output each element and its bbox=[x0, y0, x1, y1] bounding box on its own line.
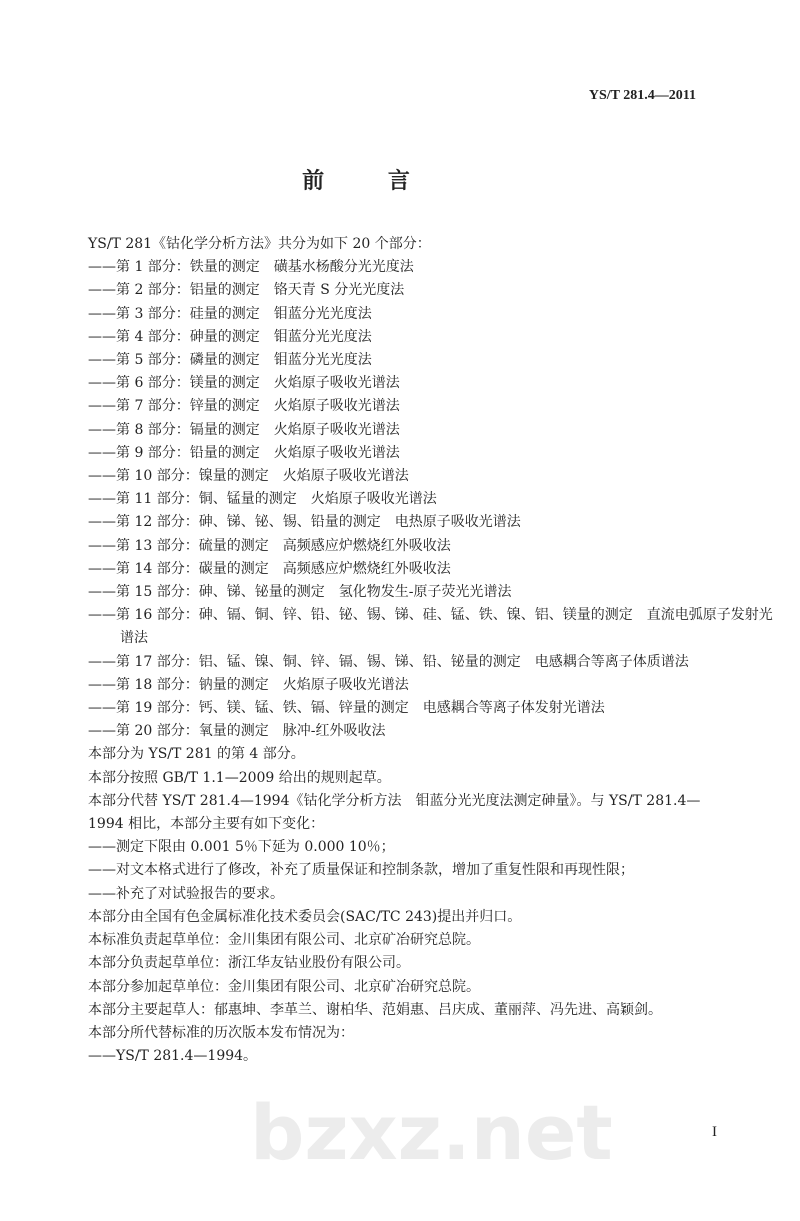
intro-line: YS/T 281《钴化学分析方法》共分为如下 20 个部分： bbox=[88, 236, 431, 252]
paragraph-line: ——对文本格式进行了修改，补充了质量保证和控制条款，增加了重复性限和再现性限； bbox=[88, 862, 634, 879]
paragraph-line: 本部分负责起草单位：浙江华友钴业股份有限公司。 bbox=[88, 955, 410, 972]
paragraph-line: 本部分主要起草人：郁惠坤、李革兰、谢柏华、范娟惠、吕庆成、董丽萍、冯先进、高颖剑。 bbox=[88, 1001, 662, 1018]
list-item: ——第 14 部分：碳量的测定 高频感应炉燃烧红外吸收法 bbox=[88, 560, 451, 577]
page-title: 前 言 bbox=[302, 168, 438, 194]
paragraph-line: 本部分参加起草单位：金川集团有限公司、北京矿冶研究总院。 bbox=[88, 978, 480, 995]
list-item: ——第 16 部分：砷、镉、铜、锌、铅、铋、锡、锑、硅、锰、铁、镍、铝、镁量的测定 直流电弧原子发射光 bbox=[88, 607, 773, 624]
paragraph-line: ——补充了对试验报告的要求。 bbox=[88, 885, 284, 902]
paragraph-line: ——测定下限由 0.001 5％下延为 0.000 10％； bbox=[88, 839, 395, 856]
list-item: ——第 12 部分：砷、锑、铋、锡、铅量的测定 电热原子吸收光谱法 bbox=[88, 514, 521, 531]
list-item: ——第 8 部分：镉量的测定 火焰原子吸收光谱法 bbox=[88, 421, 400, 438]
paragraph-line: 1994 相比，本部分主要有如下变化： bbox=[88, 816, 325, 833]
paragraph-line: 本部分由全国有色金属标准化技术委员会(SAC/TC 243)提出并归口。 bbox=[88, 908, 522, 925]
list-item: ——第 1 部分：铁量的测定 磺基水杨酸分光光度法 bbox=[88, 259, 414, 276]
list-item: ——第 18 部分：钠量的测定 火焰原子吸收光谱法 bbox=[88, 676, 409, 693]
paragraph-line: 本部分为 YS/T 281 的第 4 部分。 bbox=[88, 746, 305, 763]
list-item: ——第 15 部分：砷、锑、铋量的测定 氢化物发生-原子荧光光谱法 bbox=[88, 584, 512, 601]
paragraph-line: 本部分按照 GB/T 1.1—2009 给出的规则起草。 bbox=[88, 769, 391, 786]
list-item: ——第 9 部分：铅量的测定 火焰原子吸收光谱法 bbox=[88, 444, 400, 461]
page-number: I bbox=[712, 1124, 717, 1140]
list-item: ——第 10 部分：镍量的测定 火焰原子吸收光谱法 bbox=[88, 468, 409, 485]
list-item: ——第 4 部分：砷量的测定 钼蓝分光光度法 bbox=[88, 328, 372, 345]
list-item: ——第 11 部分：铜、锰量的测定 火焰原子吸收光谱法 bbox=[88, 491, 437, 508]
list-item: ——第 19 部分：钙、镁、锰、铁、镉、锌量的测定 电感耦合等离子体发射光谱法 bbox=[88, 700, 605, 717]
watermark: bzxz.net bbox=[250, 1088, 613, 1177]
list-item: 谱法 bbox=[120, 630, 148, 647]
list-item: ——第 17 部分：铝、锰、镍、铜、锌、镉、锡、锑、铅、铋量的测定 电感耦合等离子体质谱法 bbox=[88, 653, 689, 670]
list-item: ——第 13 部分：硫量的测定 高频感应炉燃烧红外吸收法 bbox=[88, 537, 451, 554]
list-item: ——第 6 部分：镁量的测定 火焰原子吸收光谱法 bbox=[88, 375, 400, 392]
list-item: ——第 20 部分：氧量的测定 脉冲-红外吸收法 bbox=[88, 723, 386, 740]
paragraph-line: 本标准负责起草单位：金川集团有限公司、北京矿冶研究总院。 bbox=[88, 932, 480, 949]
list-item: ——第 7 部分：锌量的测定 火焰原子吸收光谱法 bbox=[88, 398, 400, 415]
paragraph-line: ——YS/T 281.4—1994。 bbox=[88, 1048, 258, 1065]
paragraph-line: 本部分代替 YS/T 281.4—1994《钴化学分析方法 钼蓝分光光度法测定砷量》。与 YS/T 281.4— bbox=[88, 792, 701, 809]
document-code: YS/T 281.4—2011 bbox=[588, 88, 696, 103]
parts-list bbox=[88, 256, 773, 743]
paragraphs bbox=[88, 743, 748, 1068]
list-item: ——第 2 部分：铝量的测定 铬天青 S 分光光度法 bbox=[88, 282, 405, 299]
list-item: ——第 5 部分：磷量的测定 钼蓝分光光度法 bbox=[88, 352, 372, 369]
paragraph-line: 本部分所代替标准的历次版本发布情况为： bbox=[88, 1024, 354, 1041]
list-item: ——第 3 部分：硅量的测定 钼蓝分光光度法 bbox=[88, 305, 372, 322]
document-body bbox=[88, 233, 773, 1068]
